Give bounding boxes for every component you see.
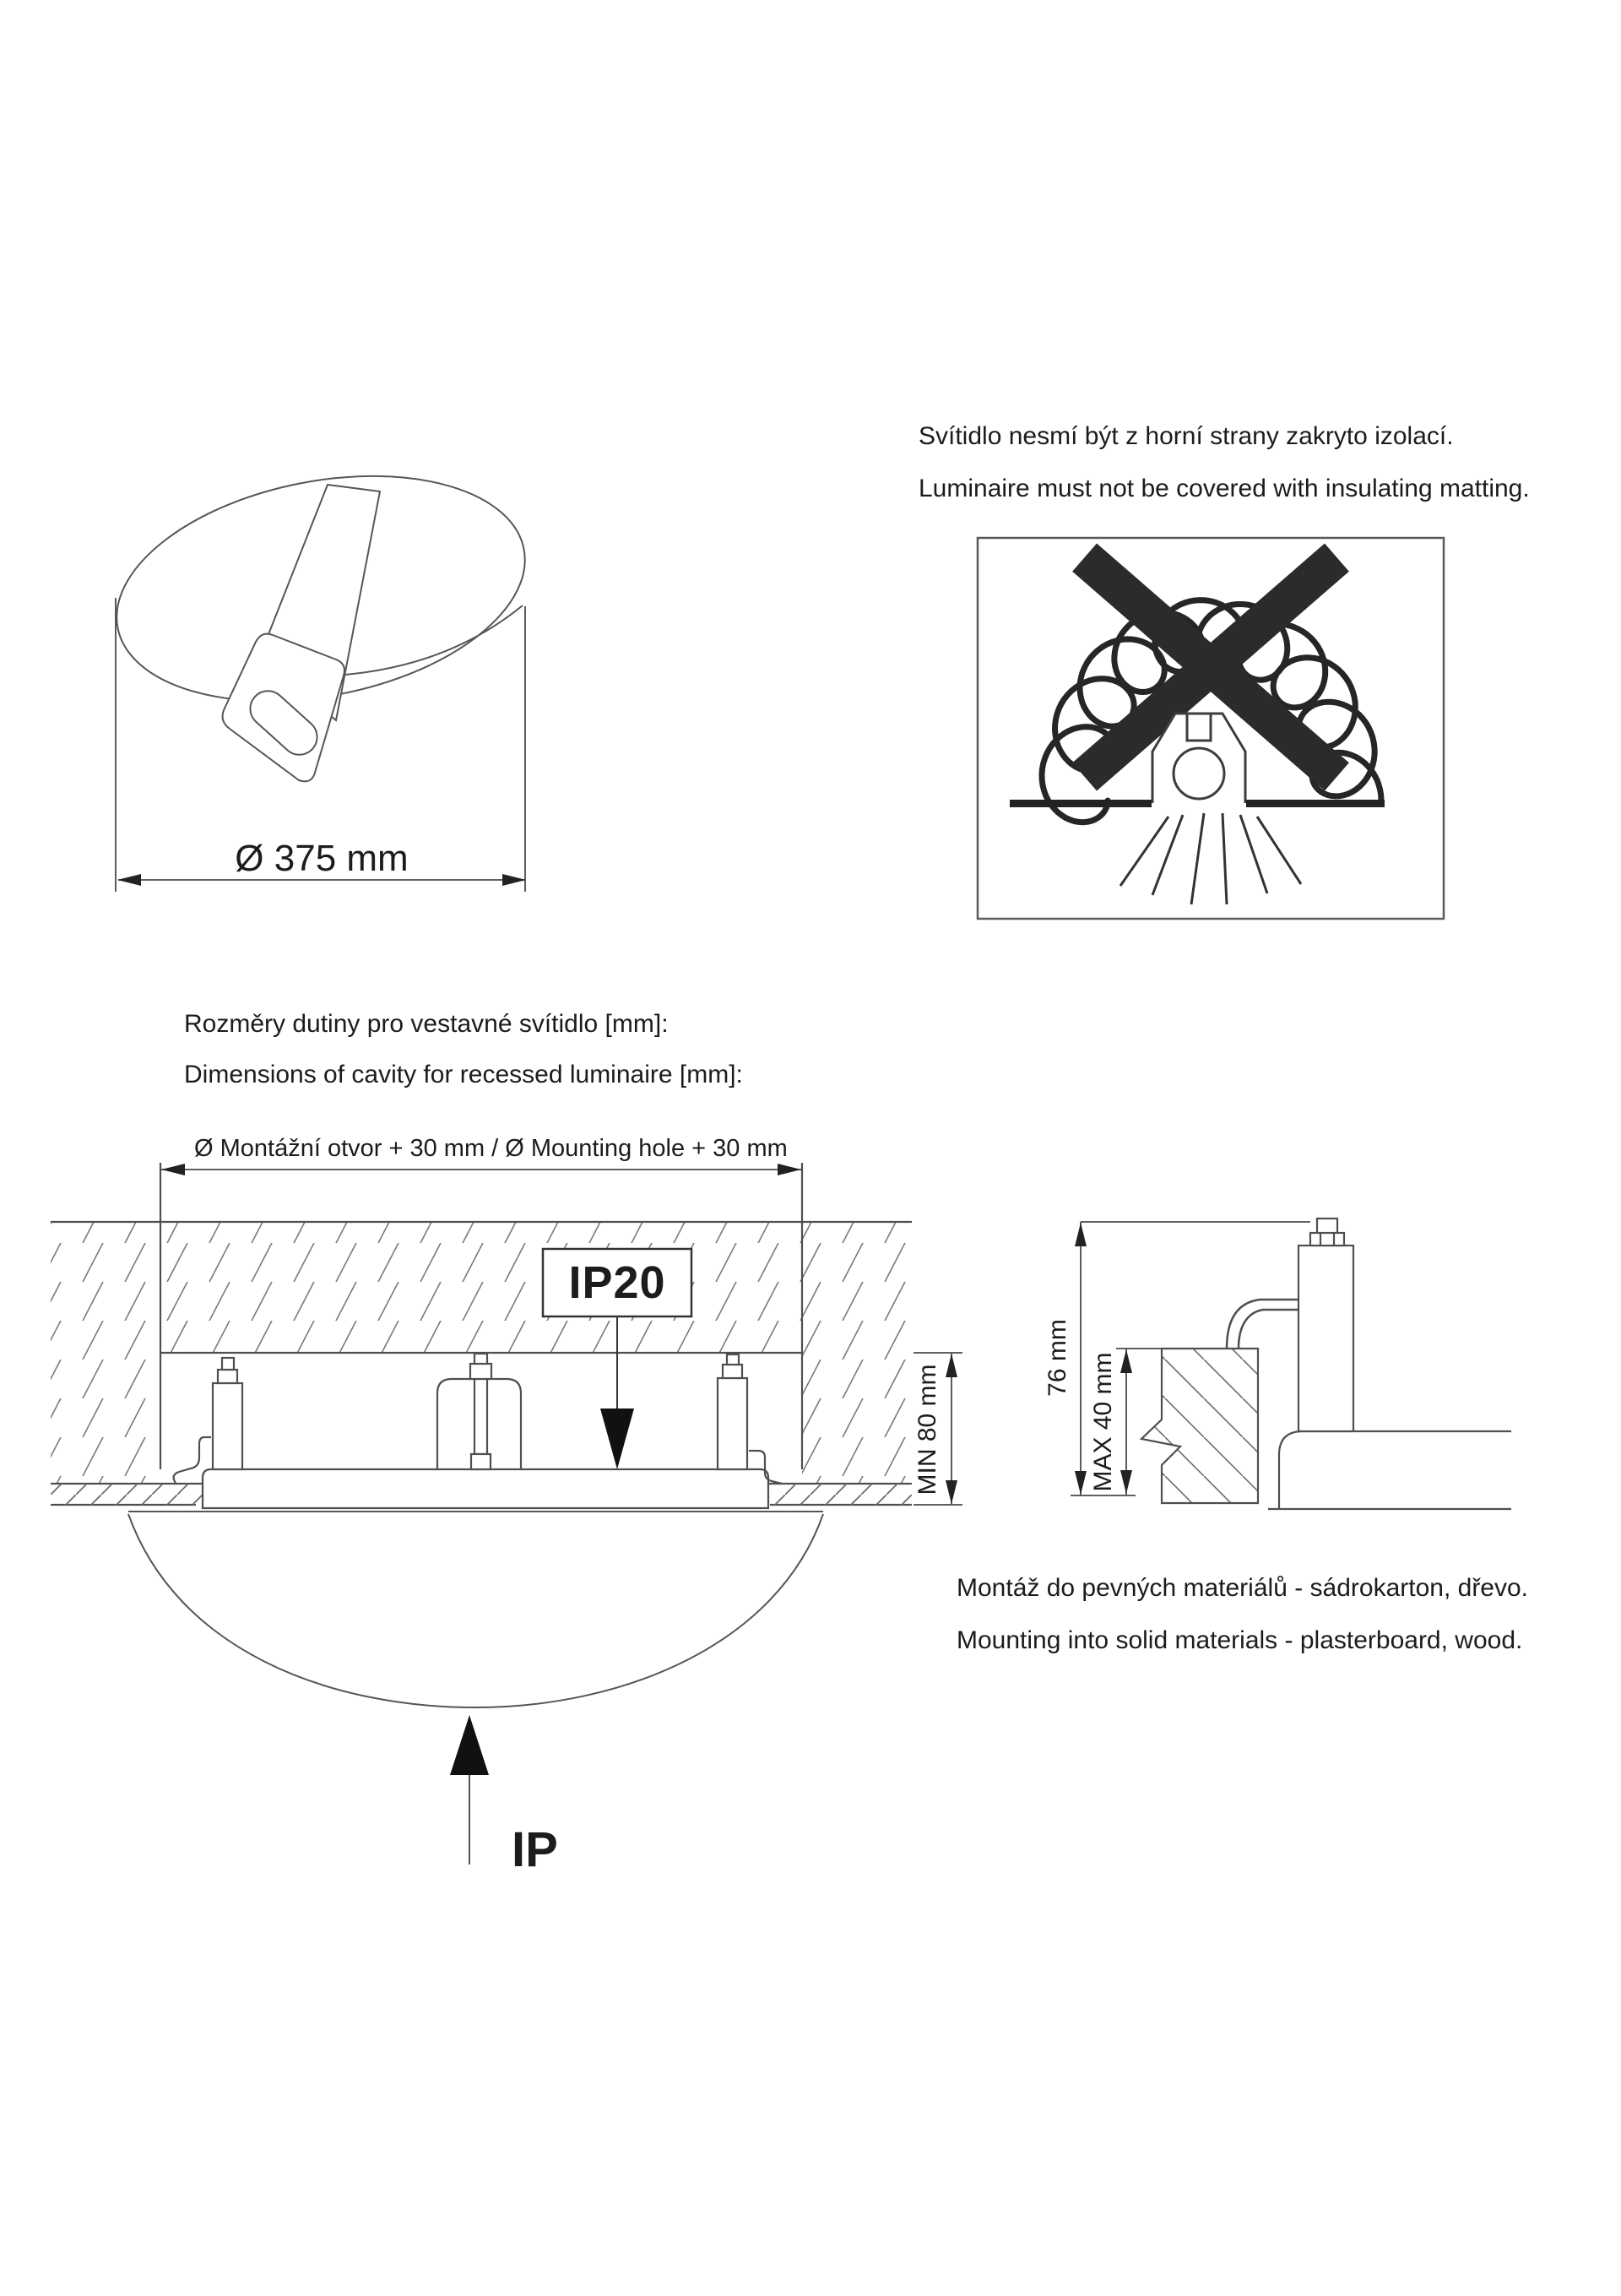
ip-direction-arrow-icon bbox=[450, 1715, 489, 1864]
ip20-rating-label: IP20 bbox=[568, 1257, 666, 1308]
luminaire-body-section bbox=[174, 1354, 782, 1508]
ip20-arrow-icon bbox=[600, 1409, 634, 1469]
no-insulation-warning-icon bbox=[978, 538, 1444, 919]
total-height-label: 76 mm bbox=[1044, 1319, 1071, 1397]
mounting-stud-detail bbox=[1298, 1219, 1353, 1431]
plasterboard-strip-right bbox=[770, 1484, 912, 1505]
insulation-note-cz: Svítidlo nesmí být z horní strany zakryto izolací. bbox=[919, 422, 1454, 450]
ip-arrow-label: IP bbox=[512, 1822, 558, 1877]
plasterboard-strip-left bbox=[51, 1484, 203, 1505]
mounting-stud-right bbox=[718, 1354, 747, 1469]
mounting-note-en: Mounting into solid materials - plasterboard, wood. bbox=[957, 1626, 1523, 1654]
mounting-note-cz: Montáž do pevných materiálů - sádrokarton, dřevo. bbox=[957, 1574, 1529, 1602]
luminaire-perspective-drawing bbox=[97, 444, 544, 782]
mounting-stud-middle bbox=[437, 1354, 521, 1469]
luminaire-housing bbox=[203, 1469, 768, 1508]
cavity-title-en: Dimensions of cavity for recessed luminaire [mm]: bbox=[184, 1061, 743, 1088]
mounting-hole-dimension bbox=[160, 1164, 802, 1175]
cross-section-diagram bbox=[51, 1163, 962, 1864]
min-depth-label: MIN 80 mm bbox=[914, 1364, 941, 1495]
mounting-hole-dim-label: Ø Montážní otvor + 30 mm / Ø Mounting hole + 30 mm bbox=[194, 1135, 788, 1162]
diameter-label: Ø 375 mm bbox=[235, 838, 409, 879]
luminaire-flange-detail bbox=[1268, 1431, 1511, 1509]
spring-clip-detail bbox=[1227, 1300, 1298, 1349]
max-thickness-dimension bbox=[1116, 1349, 1163, 1495]
glass-dome-section bbox=[128, 1512, 823, 1707]
mounting-bracket-plate bbox=[223, 634, 344, 782]
insulation-note-en: Luminaire must not be covered with insulating matting. bbox=[919, 475, 1530, 502]
mounting-detail-diagram bbox=[1071, 1219, 1511, 1509]
cavity-title-cz: Rozměry dutiny pro vestavné svítidlo [mm]: bbox=[184, 1010, 669, 1038]
recessed-lamp-symbol bbox=[1152, 714, 1245, 803]
mounting-stud-left bbox=[213, 1358, 242, 1469]
ceiling-material-block bbox=[1141, 1349, 1258, 1503]
max-thickness-label: MAX 40 mm bbox=[1089, 1352, 1117, 1492]
